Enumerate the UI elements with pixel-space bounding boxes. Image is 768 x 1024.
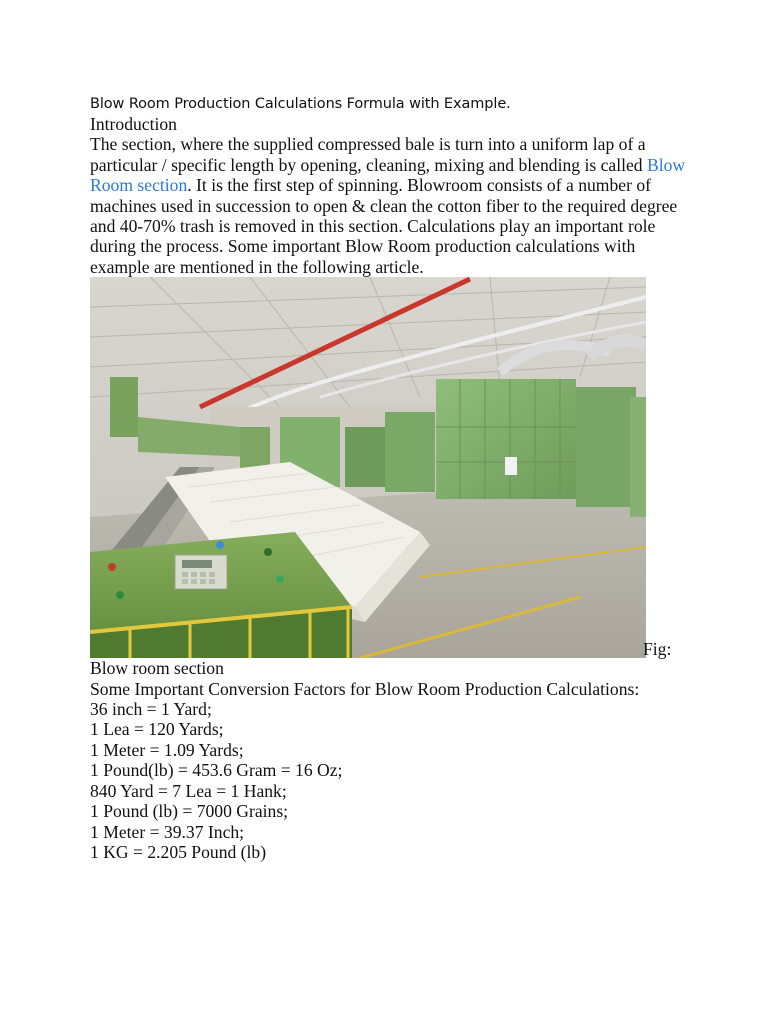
blow-room-section-link[interactable]: Blow Room section bbox=[90, 154, 686, 196]
blow-room-photo bbox=[90, 277, 646, 658]
conversion-item: 840 Yard = 7 Lea = 1 Hank; bbox=[90, 780, 287, 801]
document-title: Blow Room Production Calculations Formula with Example. bbox=[90, 96, 511, 112]
conversion-item: 1 KG = 2.205 Pound (lb) bbox=[90, 841, 267, 862]
conversion-item: 1 Meter = 1.09 Yards; bbox=[90, 739, 244, 760]
intro-heading: Introduction bbox=[90, 114, 177, 134]
conversion-item: 1 Lea = 120 Yards; bbox=[90, 719, 224, 740]
conversion-list bbox=[90, 699, 690, 862]
figure-caption-end: Blow room section bbox=[90, 658, 224, 679]
conversion-item: 36 inch = 1 Yard; bbox=[90, 699, 212, 720]
intro-text-end: . It is the first step of spinning. Blowroom consists of a number of machines used in succession to open & clean the cotton fiber to the required degree and 40-70% trash is removed in this section. Calculations play an important role during the process. Some important Blow Room production calculations with example are mentioned in the following article. bbox=[90, 175, 678, 277]
figure bbox=[90, 277, 690, 658]
conversion-heading: Some Important Conversion Factors for Blow Room Production Calculations: bbox=[90, 678, 640, 699]
document-page bbox=[90, 94, 690, 862]
conversion-item: 1 Pound (lb) = 7000 Grains; bbox=[90, 801, 289, 822]
conversion-item: 1 Meter = 39.37 Inch; bbox=[90, 821, 245, 842]
figure-caption-start: Fig: bbox=[643, 639, 672, 660]
intro-text-start: The section, where the supplied compressed bale is turn into a uniform lap of a particular / specific length by opening, cleaning, mixing and blending is called bbox=[90, 134, 647, 175]
conversion-item: 1 Pound(lb) = 453.6 Gram = 16 Oz; bbox=[90, 760, 343, 781]
intro-paragraph bbox=[90, 134, 690, 277]
